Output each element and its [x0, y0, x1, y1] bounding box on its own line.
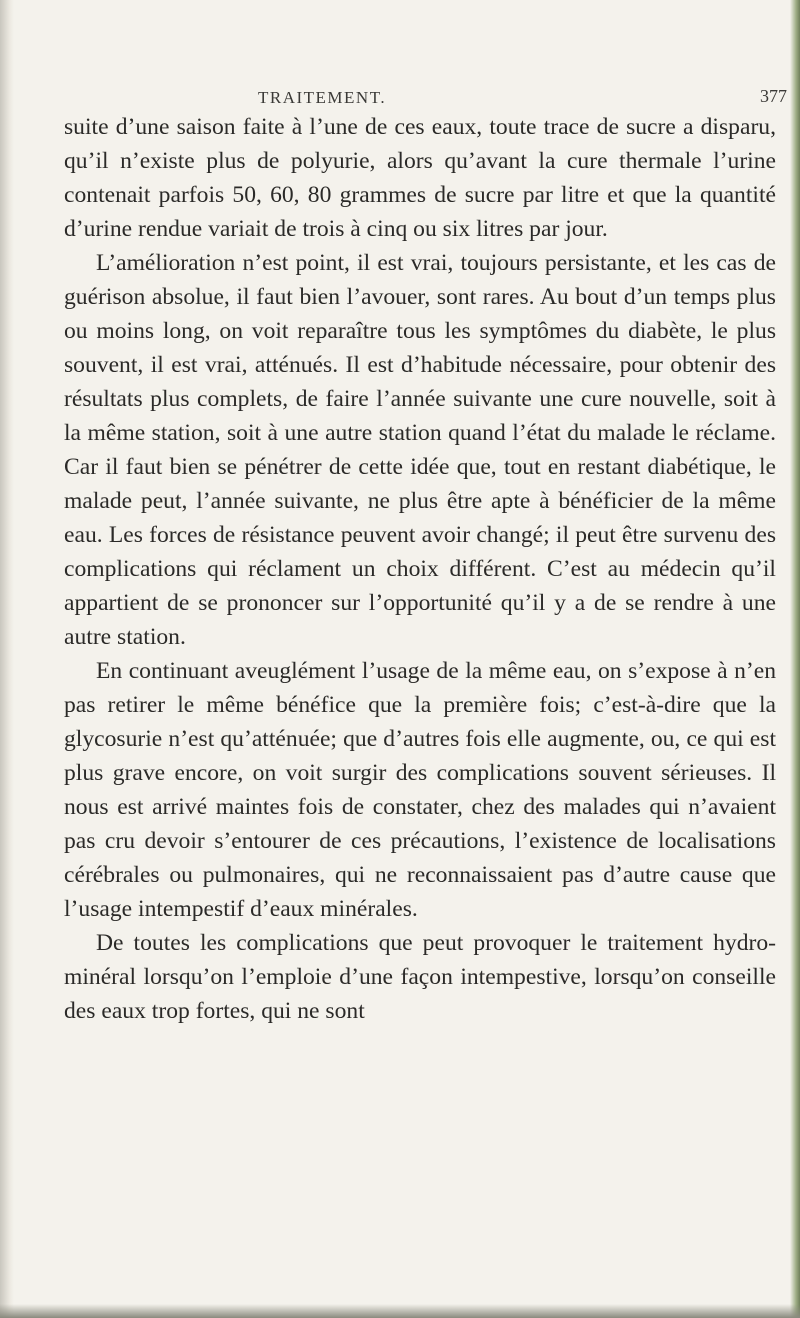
- paragraph-continuation: suite d’une saison faite à l’une de ces eaux, toute trace de sucre a disparu, qu’il n’existe plus de polyurie, alors qu’avant la cure thermale l’urine contenait parfois 50, 60, 80 grammes de sucre par litre et que la quantité d’urine rendue variait de trois à cinq ou six litres par jour.: [64, 114, 776, 242]
- paragraph-continuant: En continuant aveuglément l’usage de la même eau, on s’expose à n’en pas retirer le même bénéfice que la première fois; c’est-à-dire que la glycosurie n’est qu’atténuée; que d’autres fois elle augmente, ou, ce qui est plus grave encore, on voit surgir des complications souvent sérieuses. Il nous est arrivé maintes fois de constater, chez des malades qui n’avaient pas cru devoir s’entourer de ces précautions, l’existence de localisations cérébrales ou pulmonaires, qui ne reconnaissaient pas d’autre cause que l’usage intempestif d’eaux minérales.: [64, 658, 776, 922]
- body-text: [64, 110, 776, 1028]
- running-head: TRAITEMENT.: [258, 88, 387, 107]
- page-edge-bottom: [0, 1304, 800, 1318]
- page-edge-right: [790, 0, 800, 1318]
- paragraph-complications: De toutes les complications que peut provoquer le traitement hydro-minéral lorsqu’on l’emploie d’une façon intempestive, lorsqu’on conseille des eaux trop fortes, qui ne sont: [64, 930, 776, 1024]
- page-number: 377: [760, 86, 787, 106]
- page-edge-left: [0, 0, 14, 1318]
- paragraph-amelioration: L’amélioration n’est point, il est vrai, toujours persistante, et les cas de guérison absolue, il faut bien l’avouer, sont rares. Au bout d’un temps plus ou moins long, on voit reparaître tous les symptômes du diabète, le plus souvent, il est vrai, atténués. Il est d’habitude nécessaire, pour obtenir des résultats plus complets, de faire l’année suivante une cure nouvelle, soit à la même station, soit à une autre station quand l’état du malade le réclame. Car il faut bien se pénétrer de cette idée que, tout en restant diabétique, le malade peut, l’année suivante, ne plus être apte à bénéficier de la même eau. Les forces de résistance peuvent avoir changé; il peut être survenu des complications qui réclament un choix différent. C’est au médecin qu’il appartient de se prononcer sur l’opportunité qu’il y a de se rendre à une autre station.: [64, 250, 776, 650]
